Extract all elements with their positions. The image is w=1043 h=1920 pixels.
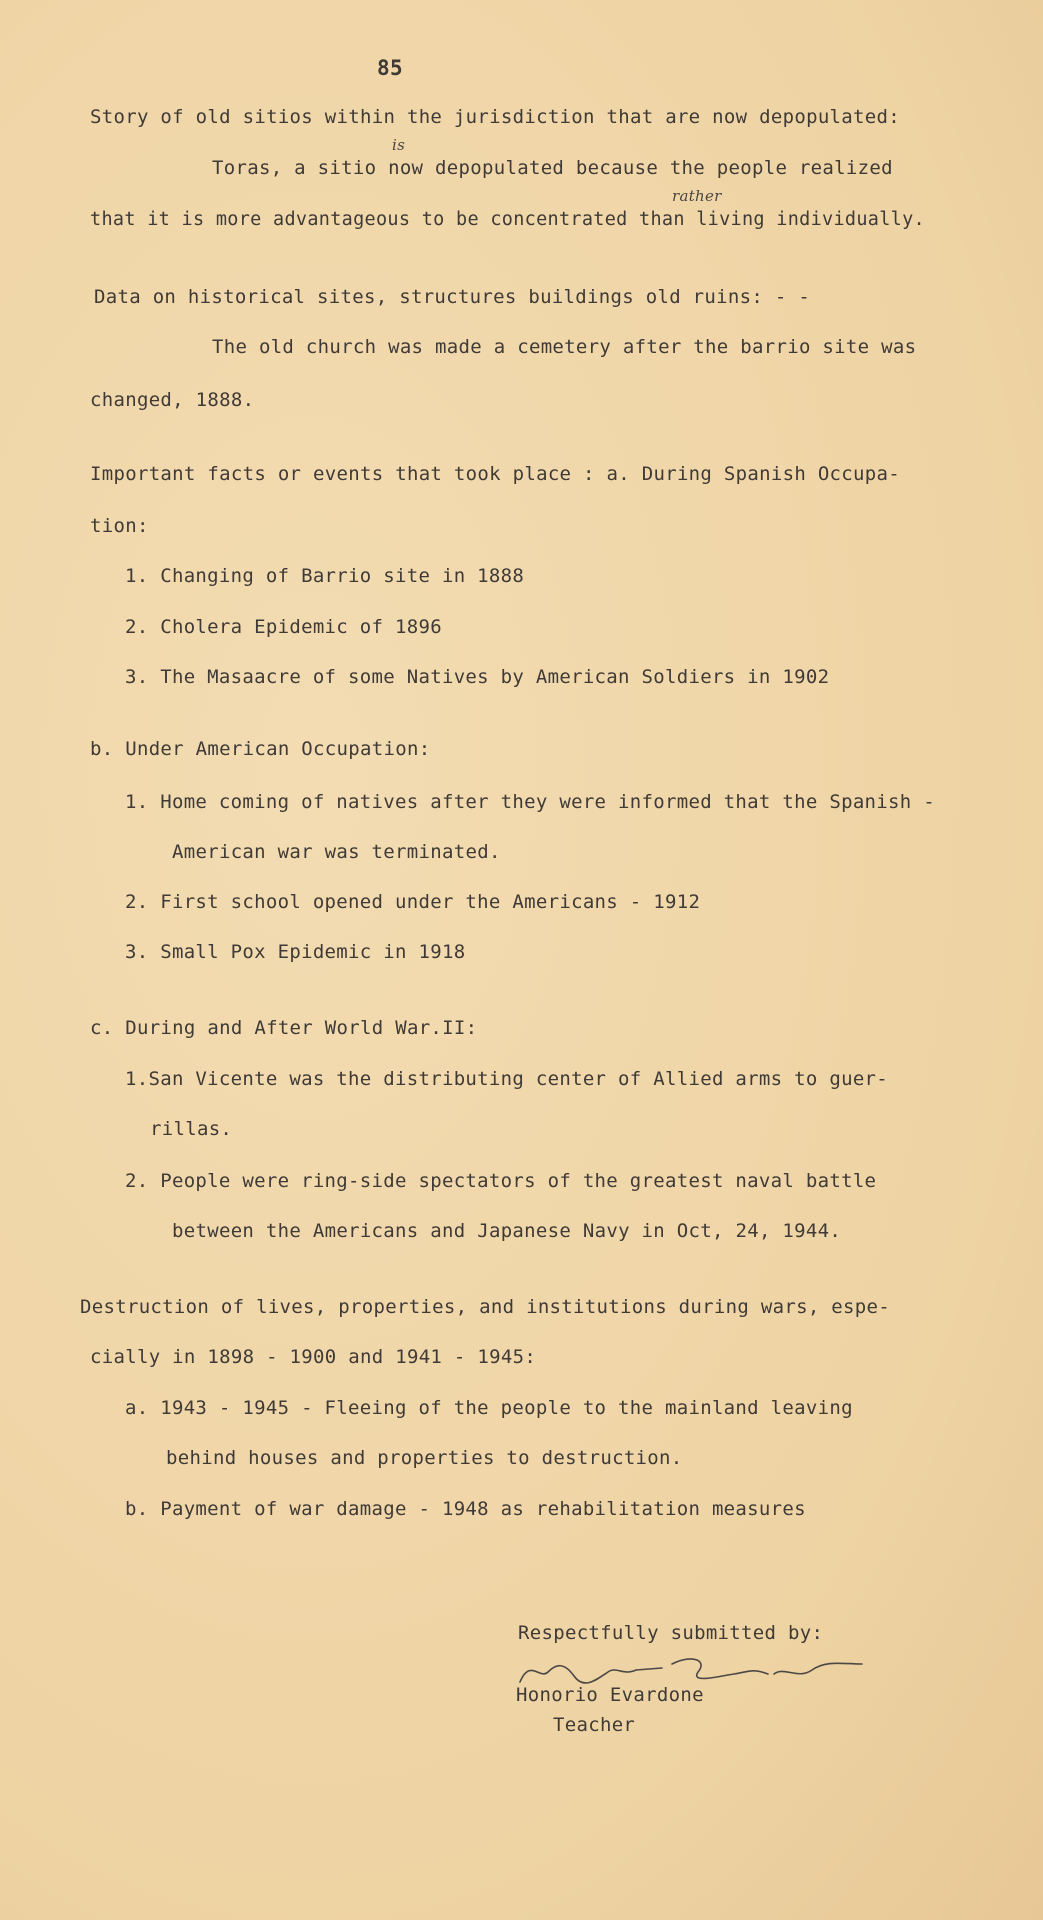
signer-name: Honorio Evardone <box>516 1684 704 1706</box>
important-facts-heading: Important facts or events that took place : a. During Spanish Occupa- <box>90 463 900 485</box>
sitios-text-line1: Toras, a sitio now depopulated because the people realized <box>212 157 893 179</box>
world-war-heading: c. During and After World War.II: <box>90 1017 478 1039</box>
war-item-1: 1.San Vicente was the distributing center of Allied arms to guer- <box>125 1068 889 1090</box>
handwritten-insert-rather: rather <box>672 187 722 205</box>
historical-sites-line2: changed, 1888. <box>90 389 255 411</box>
sitios-text-line2: that it is more advantageous to be concentrated than living individually. <box>90 209 925 230</box>
destruction-heading-cont: cially in 1898 - 1900 and 1941 - 1945: <box>90 1346 537 1368</box>
american-item-1-cont: American war was terminated. <box>172 841 501 863</box>
american-item-2: 2. First school opened under the Americans - 1912 <box>125 891 701 913</box>
historical-sites-line1: The old church was made a cemetery after the barrio site was <box>212 336 917 358</box>
handwritten-insert-is: is <box>392 136 406 154</box>
spanish-item-3: 3. The Masaacre of some Natives by American Soldiers in 1902 <box>125 666 830 688</box>
page-number: 85 <box>377 56 403 80</box>
american-item-1: 1. Home coming of natives after they were informed that the Spanish - <box>125 791 935 813</box>
destruction-item-a-cont: behind houses and properties to destruction. <box>166 1447 683 1469</box>
historical-sites-heading: Data on historical sites, structures buildings old ruins: - - <box>94 286 811 308</box>
sitios-heading: Story of old sitios within the jurisdiction that are now depopulated: <box>90 106 900 128</box>
submitted-by: Respectfully submitted by: <box>518 1622 824 1644</box>
war-item-2-cont: between the Americans and Japanese Navy in Oct, 24, 1944. <box>172 1220 842 1242</box>
war-item-1-cont: rillas. <box>150 1118 233 1140</box>
american-item-3: 3. Small Pox Epidemic in 1918 <box>125 941 466 963</box>
destruction-heading: Destruction of lives, properties, and institutions during wars, espe- <box>80 1296 890 1318</box>
spanish-item-1: 1. Changing of Barrio site in 1888 <box>125 565 525 587</box>
destruction-item-a: a. 1943 - 1945 - Fleeing of the people to the mainland leaving <box>125 1397 853 1419</box>
destruction-item-b: b. Payment of war damage - 1948 as rehabilitation measures <box>125 1498 806 1520</box>
war-item-2: 2. People were ring-side spectators of the greatest naval battle <box>125 1170 877 1192</box>
important-facts-heading-cont: tion: <box>90 515 149 537</box>
spanish-item-2: 2. Cholera Epidemic of 1896 <box>125 616 442 638</box>
signer-title: Teacher <box>553 1714 636 1736</box>
american-occupation-heading: b. Under American Occupation: <box>90 738 431 760</box>
